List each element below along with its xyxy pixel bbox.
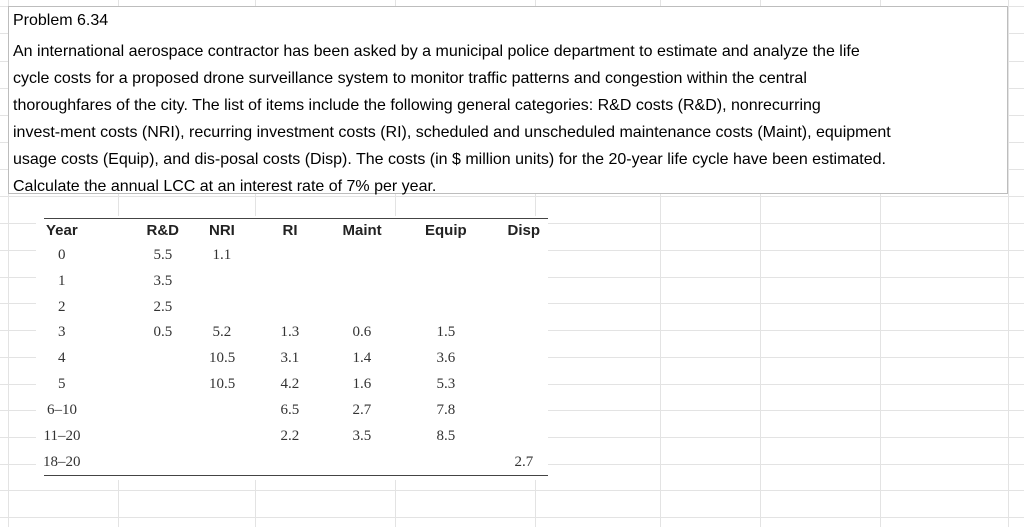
table-cell: 4.2	[280, 376, 300, 392]
column-header: R&D	[146, 222, 179, 239]
table-cell: 1.4	[352, 350, 372, 366]
problem-statement	[13, 38, 1003, 200]
problem-text-box	[8, 6, 1008, 194]
problem-line: Calculate the annual LCC at an interest rate of 7% per year.	[13, 178, 437, 195]
table-cell: 11–20	[43, 428, 81, 444]
table-cell: 5.2	[212, 324, 232, 340]
column-header: NRI	[209, 222, 235, 239]
problem-line: thoroughfares of the city. The list of items include the following general categories: R&D costs (R&D), nonrecurring	[13, 97, 821, 114]
table-cell: 0.6	[352, 324, 372, 340]
table-cell: 1	[58, 273, 66, 289]
table-bottom-rule	[44, 475, 548, 476]
table-cell: 3.1	[280, 350, 300, 366]
column-header: Maint	[342, 222, 382, 239]
table-cell: 2.7	[352, 402, 372, 418]
table-cell: 5.5	[153, 247, 173, 263]
table-cell: 8.5	[436, 428, 456, 444]
table-cell: 18–20	[43, 454, 81, 470]
table-cell: 1.1	[212, 247, 232, 263]
problem-line: invest-ment costs (NRI), recurring investment costs (RI), scheduled and unscheduled maintenance costs (Maint), equipment	[13, 124, 891, 141]
table-cell: 10.5	[209, 350, 236, 366]
table-cell: 5.3	[436, 376, 456, 392]
table-top-rule	[44, 218, 548, 219]
table-cell: 1.5	[436, 324, 456, 340]
table-cell: 1.6	[352, 376, 372, 392]
table-cell: 2.7	[514, 454, 534, 470]
table-cell: 3	[58, 324, 66, 340]
grid-row-line	[0, 490, 1024, 491]
problem-line: An international aerospace contractor has been asked by a municipal police department to estimate and analyze the life	[13, 43, 860, 60]
table-cell: 2	[58, 299, 66, 315]
problem-line: cycle costs for a proposed drone surveillance system to monitor traffic patterns and congestion within the central	[13, 70, 807, 87]
table-cell: 10.5	[209, 376, 236, 392]
table-cell: 7.8	[436, 402, 456, 418]
table-cell: 2.5	[153, 299, 173, 315]
table-cell: 3.6	[436, 350, 456, 366]
table-cell: 4	[58, 350, 66, 366]
table-cell: 6–10	[47, 402, 77, 418]
cost-table	[36, 216, 548, 480]
table-cell: 6.5	[280, 402, 300, 418]
grid-row-line	[0, 517, 1024, 518]
column-header: Disp	[507, 222, 541, 239]
column-header: RI	[282, 222, 298, 239]
table-cell: 2.2	[280, 428, 300, 444]
problem-line: usage costs (Equip), and dis-posal costs (Disp). The costs (in $ million units) for the 20-year life cycle have been estimated.	[13, 151, 886, 168]
column-header: Year	[46, 222, 78, 239]
table-cell: 1.3	[280, 324, 300, 340]
table-cell: 0	[58, 247, 66, 263]
problem-title: Problem 6.34	[13, 12, 109, 29]
grid-column-line	[1008, 0, 1009, 527]
column-header: Equip	[425, 222, 467, 239]
table-cell: 5	[58, 376, 66, 392]
table-cell: 0.5	[153, 324, 173, 340]
table-cell: 3.5	[153, 273, 173, 289]
table-cell: 3.5	[352, 428, 372, 444]
